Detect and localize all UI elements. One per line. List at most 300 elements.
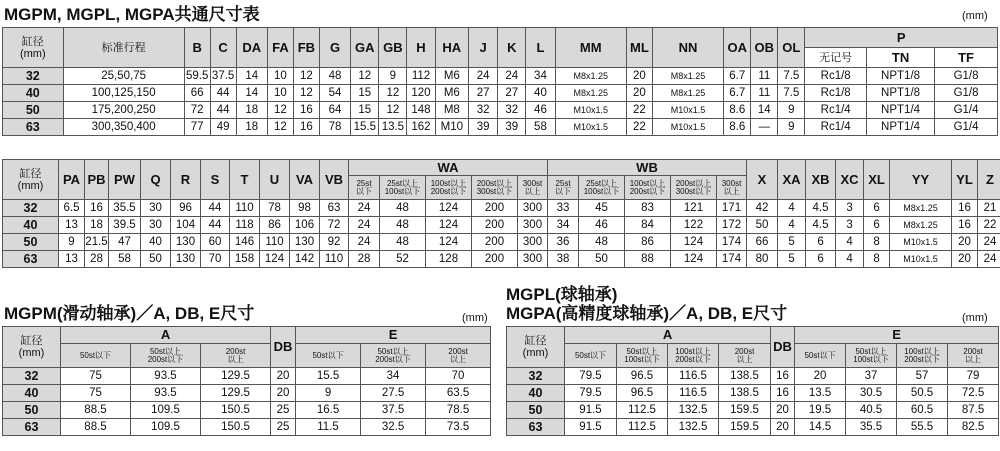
table-cell: 39 (469, 119, 498, 136)
table-row (3, 402, 491, 419)
table-cell: 4.5 (806, 200, 836, 217)
table-cell: Rc1/8 (805, 85, 867, 102)
p-header: P (805, 28, 998, 48)
wb-stroke-subheader: 200st以上 300st以下 (671, 176, 717, 200)
table-cell: 88.5 (61, 419, 131, 436)
table3-unit: (mm) (462, 312, 488, 324)
table-cell: M8x1.25 (890, 217, 952, 234)
wb-header: WB (548, 160, 747, 176)
wa-stroke-subheader: 25st以上 100st以下 (380, 176, 426, 200)
table-cell: 13.5 (379, 119, 407, 136)
table-cell: M8 (435, 102, 469, 119)
table-cell: 130 (290, 234, 320, 251)
wa-stroke-subheader: 100st以上 200st以下 (426, 176, 472, 200)
table-cell: M10x1.5 (555, 102, 626, 119)
table-cell: M6 (435, 68, 469, 85)
table-cell: 75 (61, 385, 131, 402)
col-header: L (526, 28, 555, 68)
table-cell: 60 (201, 234, 230, 251)
table-cell: 39.5 (109, 217, 141, 234)
wb-stroke-subheader: 100st以上 200st以下 (625, 176, 671, 200)
table-cell: 14 (236, 85, 267, 102)
table-cell: 34 (548, 217, 579, 234)
e-header: E (795, 327, 999, 344)
table-cell: 40 (141, 234, 171, 251)
table-cell: 6 (864, 200, 890, 217)
table-cell: 60.5 (897, 402, 948, 419)
table-cell: 27.5 (361, 385, 426, 402)
table-row (507, 368, 999, 385)
table-cell: 36 (548, 234, 579, 251)
table-cell: 15 (351, 102, 379, 119)
wa-header: WA (349, 160, 548, 176)
table-cell: NPT1/4 (866, 119, 934, 136)
table-cell: 18 (236, 102, 267, 119)
table-cell: 3 (836, 217, 864, 234)
mgpm-a-db-e-table (2, 326, 491, 436)
table-row (507, 419, 999, 436)
table-row (3, 234, 1000, 251)
table-cell: 57 (897, 368, 948, 385)
stroke-header: 标准行程 (63, 28, 184, 68)
table-cell: 79 (948, 368, 999, 385)
col-header: YY (890, 160, 952, 200)
col-header: XB (806, 160, 836, 200)
table-cell: 150.5 (201, 402, 271, 419)
table-cell: 28 (349, 251, 380, 268)
p-subheader: TN (866, 48, 934, 68)
db-header: DB (271, 327, 296, 368)
table-cell: M10x1.5 (555, 119, 626, 136)
table-cell: 130 (171, 234, 201, 251)
table-cell: M8x1.25 (652, 68, 723, 85)
table-cell: 106 (290, 217, 320, 234)
table-cell: 8.6 (724, 119, 751, 136)
table-cell: Rc1/4 (805, 102, 867, 119)
table-cell: 4 (778, 200, 806, 217)
col-header: PA (59, 160, 85, 200)
wb-stroke-subheader: 300st 以上 (717, 176, 747, 200)
col-header: X (747, 160, 778, 200)
table-cell: 9 (296, 385, 361, 402)
table-cell: 124 (426, 217, 472, 234)
table-cell: 20 (271, 385, 296, 402)
table-cell: 34 (361, 368, 426, 385)
table-cell: 11 (751, 85, 778, 102)
col-header: G (319, 28, 350, 68)
table-cell: 12 (267, 119, 293, 136)
e-stroke-subheader: 50st以下 (296, 344, 361, 368)
table-cell: 138.5 (719, 368, 771, 385)
table-cell: 138.5 (719, 385, 771, 402)
table-cell: 13.5 (795, 385, 846, 402)
table-cell: 174 (717, 251, 747, 268)
table-cell: 14.5 (795, 419, 846, 436)
table-cell: 129.5 (201, 385, 271, 402)
table-cell: M10x1.5 (890, 251, 952, 268)
table-cell: 45 (579, 200, 625, 217)
col-header: DA (236, 28, 267, 68)
extended-dimensions-table (2, 159, 1000, 268)
table-cell: 44 (210, 85, 236, 102)
bore-cell: 50 (3, 102, 64, 119)
table-cell: 6 (864, 217, 890, 234)
table-cell: M10x1.5 (652, 102, 723, 119)
col-header: S (201, 160, 230, 200)
table-cell: 78 (260, 200, 290, 217)
table-cell: 4 (836, 251, 864, 268)
col-header: Q (141, 160, 171, 200)
table-cell: 200 (472, 200, 518, 217)
col-header: PB (85, 160, 109, 200)
table-cell: 28 (85, 251, 109, 268)
col-header: FA (267, 28, 293, 68)
bore-cell: 32 (3, 68, 64, 85)
table-cell: 24 (978, 234, 1000, 251)
col-header: J (469, 28, 498, 68)
bore-cell: 63 (507, 419, 565, 436)
bore-cell: 32 (507, 368, 565, 385)
table-cell: 300 (518, 234, 548, 251)
table-cell: M6 (435, 85, 469, 102)
table-cell: M8x1.25 (890, 200, 952, 217)
table-cell: 8 (864, 251, 890, 268)
table-cell: 110 (230, 200, 260, 217)
table-cell: 58 (109, 251, 141, 268)
col-header: B (184, 28, 210, 68)
table-cell: 120 (407, 85, 435, 102)
table-cell: 6.5 (59, 200, 85, 217)
table-cell: 72 (184, 102, 210, 119)
bore-cell: 40 (3, 85, 64, 102)
table-cell: 7.5 (778, 85, 805, 102)
table-cell: 39 (498, 119, 526, 136)
col-header: OA (724, 28, 751, 68)
table-cell: 20 (952, 251, 978, 268)
table-cell: 24 (349, 234, 380, 251)
table-cell: 20 (771, 402, 795, 419)
table-cell: 63 (320, 200, 349, 217)
table-cell: 48 (380, 200, 426, 217)
table1-title: MGPM, MGPL, MGPA共通尺寸表 (4, 5, 260, 24)
table-cell: 96.5 (617, 385, 668, 402)
table-cell: 109.5 (131, 419, 201, 436)
table-cell: 174 (717, 234, 747, 251)
bore-cell: 32 (3, 200, 59, 217)
table-cell: 70 (426, 368, 491, 385)
wb-stroke-subheader: 25st 以下 (548, 176, 579, 200)
common-dimensions-table (2, 27, 998, 136)
col-header: OL (778, 28, 805, 68)
table-cell: 27 (498, 85, 526, 102)
table-cell: 121 (671, 200, 717, 217)
wb-stroke-subheader: 25st以上 100st以下 (579, 176, 625, 200)
table-cell: 116.5 (668, 368, 719, 385)
table-cell: 35.5 (109, 200, 141, 217)
col-header: T (230, 160, 260, 200)
table-cell: 30.5 (846, 385, 897, 402)
table-cell: 22 (978, 217, 1000, 234)
table-cell: 30 (141, 217, 171, 234)
table-cell: 124 (426, 234, 472, 251)
table-cell: 20 (626, 68, 652, 85)
table-cell: 150.5 (201, 419, 271, 436)
table-cell: 112.5 (617, 402, 668, 419)
table-cell: 58 (526, 119, 555, 136)
table1-unit: (mm) (962, 10, 988, 22)
stroke-cell: 175,200,250 (63, 102, 184, 119)
table-cell: 20 (771, 419, 795, 436)
table-cell: M8x1.25 (652, 85, 723, 102)
table-cell: 9 (778, 119, 805, 136)
table4-title-line2: MGPA(高精度球轴承)／A, DB, E尺寸 (506, 304, 788, 323)
table-cell: 48 (380, 234, 426, 251)
table4-title-line1: MGPL(球轴承) (506, 285, 618, 304)
table-cell: 50.5 (897, 385, 948, 402)
table-cell: 171 (717, 200, 747, 217)
table-cell: 52 (380, 251, 426, 268)
table-cell: 25 (271, 419, 296, 436)
table-cell: 93.5 (131, 385, 201, 402)
table-cell: 46 (579, 217, 625, 234)
table-row (3, 385, 491, 402)
col-header: MM (555, 28, 626, 68)
table-cell: M8x1.25 (555, 68, 626, 85)
bore-header: 缸径 (mm) (3, 28, 64, 68)
table-cell: 200 (472, 251, 518, 268)
table-cell: 86 (260, 217, 290, 234)
table-cell: 15.5 (351, 119, 379, 136)
table-cell: 37 (846, 368, 897, 385)
table-cell: 83 (625, 200, 671, 217)
e-stroke-subheader: 50st以上 200st以下 (361, 344, 426, 368)
col-header: GA (351, 28, 379, 68)
db-header: DB (771, 327, 795, 368)
col-header: Z (978, 160, 1000, 200)
bore-cell: 50 (507, 402, 565, 419)
a-stroke-subheader: 50st以上 100st以下 (617, 344, 668, 368)
col-header: FB (293, 28, 319, 68)
table-cell: 300 (518, 251, 548, 268)
table-cell: 33 (548, 200, 579, 217)
table-cell: 79.5 (565, 385, 617, 402)
table4-unit: (mm) (962, 312, 988, 324)
table-cell: 42 (747, 200, 778, 217)
table-cell: 88 (625, 251, 671, 268)
col-header: R (171, 160, 201, 200)
table-cell: 5 (778, 234, 806, 251)
table-cell: 16 (85, 200, 109, 217)
table-cell: 19.5 (795, 402, 846, 419)
table-cell: 300 (518, 200, 548, 217)
table-cell: 124 (671, 234, 717, 251)
table-cell: 24 (978, 251, 1000, 268)
table-cell: 48 (319, 68, 350, 85)
e-stroke-subheader: 50st以上 100st以下 (846, 344, 897, 368)
bore-header: 缸径 (mm) (3, 327, 61, 368)
table-cell: 24 (349, 200, 380, 217)
col-header: HA (435, 28, 469, 68)
table-cell: 6.7 (724, 85, 751, 102)
stroke-cell: 100,125,150 (63, 85, 184, 102)
table-cell: 159.5 (719, 419, 771, 436)
table-cell: 5 (778, 251, 806, 268)
table-row (3, 368, 491, 385)
table-cell: M8x1.25 (555, 85, 626, 102)
e-stroke-subheader: 100st以上 200st以下 (897, 344, 948, 368)
table-cell: 8 (864, 234, 890, 251)
table-cell: 118 (230, 217, 260, 234)
bore-cell: 32 (3, 368, 61, 385)
bore-cell: 50 (3, 234, 59, 251)
table-cell: 37.5 (361, 402, 426, 419)
table-cell: 12 (267, 102, 293, 119)
col-header: H (407, 28, 435, 68)
col-header: NN (652, 28, 723, 68)
table-cell: 48 (380, 217, 426, 234)
table-cell: 34 (526, 68, 555, 85)
col-header: U (260, 160, 290, 200)
a-stroke-subheader: 100st以上 200st以下 (668, 344, 719, 368)
table-row (3, 200, 1000, 217)
table-cell: — (751, 119, 778, 136)
table-row (3, 419, 491, 436)
table-cell: 40.5 (846, 402, 897, 419)
table-cell: 13 (59, 217, 85, 234)
col-header: XL (864, 160, 890, 200)
table-row (3, 85, 998, 102)
col-header: XA (778, 160, 806, 200)
table-cell: 91.5 (565, 402, 617, 419)
table-cell: 22 (626, 102, 652, 119)
a-stroke-subheader: 200st 以上 (201, 344, 271, 368)
table-cell: 72 (320, 217, 349, 234)
bore-cell: 63 (3, 251, 59, 268)
table-cell: 38 (548, 251, 579, 268)
table-cell: 15.5 (296, 368, 361, 385)
wa-stroke-subheader: 25st 以下 (349, 176, 380, 200)
table-row (3, 68, 998, 85)
table-cell: 49 (210, 119, 236, 136)
table-cell: 3 (836, 200, 864, 217)
table-cell: Rc1/4 (805, 119, 867, 136)
table-cell: 124 (426, 200, 472, 217)
table-cell: 132.5 (668, 402, 719, 419)
table-cell: 16 (771, 385, 795, 402)
table-cell: 110 (320, 251, 349, 268)
table-cell: 104 (171, 217, 201, 234)
table-cell: 75 (61, 368, 131, 385)
table-cell: 159.5 (719, 402, 771, 419)
table-cell: 130 (171, 251, 201, 268)
bore-cell: 40 (507, 385, 565, 402)
table-cell: 4.5 (806, 217, 836, 234)
table-cell: 32.5 (361, 419, 426, 436)
table-cell: 24 (469, 68, 498, 85)
table-row (507, 385, 999, 402)
e-stroke-subheader: 200st 以上 (948, 344, 999, 368)
bore-cell: 40 (3, 385, 61, 402)
table-cell: 66 (747, 234, 778, 251)
table-cell: 16 (293, 119, 319, 136)
table-cell: 82.5 (948, 419, 999, 436)
table-cell: 200 (472, 217, 518, 234)
table-cell: 20 (271, 368, 296, 385)
table-cell: 10 (267, 68, 293, 85)
col-header: XC (836, 160, 864, 200)
table-cell: 50 (579, 251, 625, 268)
table-cell: 16.5 (296, 402, 361, 419)
bore-cell: 50 (3, 402, 61, 419)
table-row (3, 102, 998, 119)
table-cell: 112.5 (617, 419, 668, 436)
table-cell: 22 (626, 119, 652, 136)
table-cell: 21.5 (85, 234, 109, 251)
table-cell: 78.5 (426, 402, 491, 419)
bore-header: 缸径 (mm) (507, 327, 565, 368)
col-header: PW (109, 160, 141, 200)
col-header: C (210, 28, 236, 68)
table-cell: 64 (319, 102, 350, 119)
table-row (507, 402, 999, 419)
table-cell: 20 (626, 85, 652, 102)
table-cell: 21 (978, 200, 1000, 217)
table-cell: 4 (778, 217, 806, 234)
table-cell: 98 (290, 200, 320, 217)
table-cell: 50 (141, 251, 171, 268)
table-cell: 124 (671, 251, 717, 268)
table-cell: 11 (751, 68, 778, 85)
table-cell: 27 (469, 85, 498, 102)
mgpl-mgpa-a-db-e-table (506, 326, 999, 436)
table-cell: 59.5 (184, 68, 210, 85)
table3-title: MGPM(滑动轴承)／A, DB, E尺寸 (4, 304, 255, 323)
e-stroke-subheader: 200st 以上 (426, 344, 491, 368)
table-cell: 13 (59, 251, 85, 268)
e-stroke-subheader: 50st以下 (795, 344, 846, 368)
table-cell: 66 (184, 85, 210, 102)
col-header: OB (751, 28, 778, 68)
table-cell: 132.5 (668, 419, 719, 436)
table-cell: 12 (293, 68, 319, 85)
wa-stroke-subheader: 300st 以上 (518, 176, 548, 200)
table-cell: 24 (498, 68, 526, 85)
col-header: K (498, 28, 526, 68)
table-cell: NPT1/8 (866, 85, 934, 102)
table-cell: 112 (407, 68, 435, 85)
table-cell: 87.5 (948, 402, 999, 419)
table-cell: 10 (267, 85, 293, 102)
table-cell: 16 (293, 102, 319, 119)
table-cell: M10 (435, 119, 469, 136)
e-header: E (296, 327, 491, 344)
bore-cell: 63 (3, 119, 64, 136)
table-cell: 12 (379, 102, 407, 119)
table-cell: 79.5 (565, 368, 617, 385)
table-cell: 146 (230, 234, 260, 251)
table-cell: 91.5 (565, 419, 617, 436)
table-cell: 20 (952, 234, 978, 251)
table-cell: 37.5 (210, 68, 236, 85)
table-cell: 148 (407, 102, 435, 119)
table-cell: 40 (526, 85, 555, 102)
table-cell: 110 (260, 234, 290, 251)
table-cell: M10x1.5 (652, 119, 723, 136)
table-cell: 4 (836, 234, 864, 251)
stroke-cell: 25,50,75 (63, 68, 184, 85)
wa-stroke-subheader: 200st以上 300st以下 (472, 176, 518, 200)
table-cell: 63.5 (426, 385, 491, 402)
